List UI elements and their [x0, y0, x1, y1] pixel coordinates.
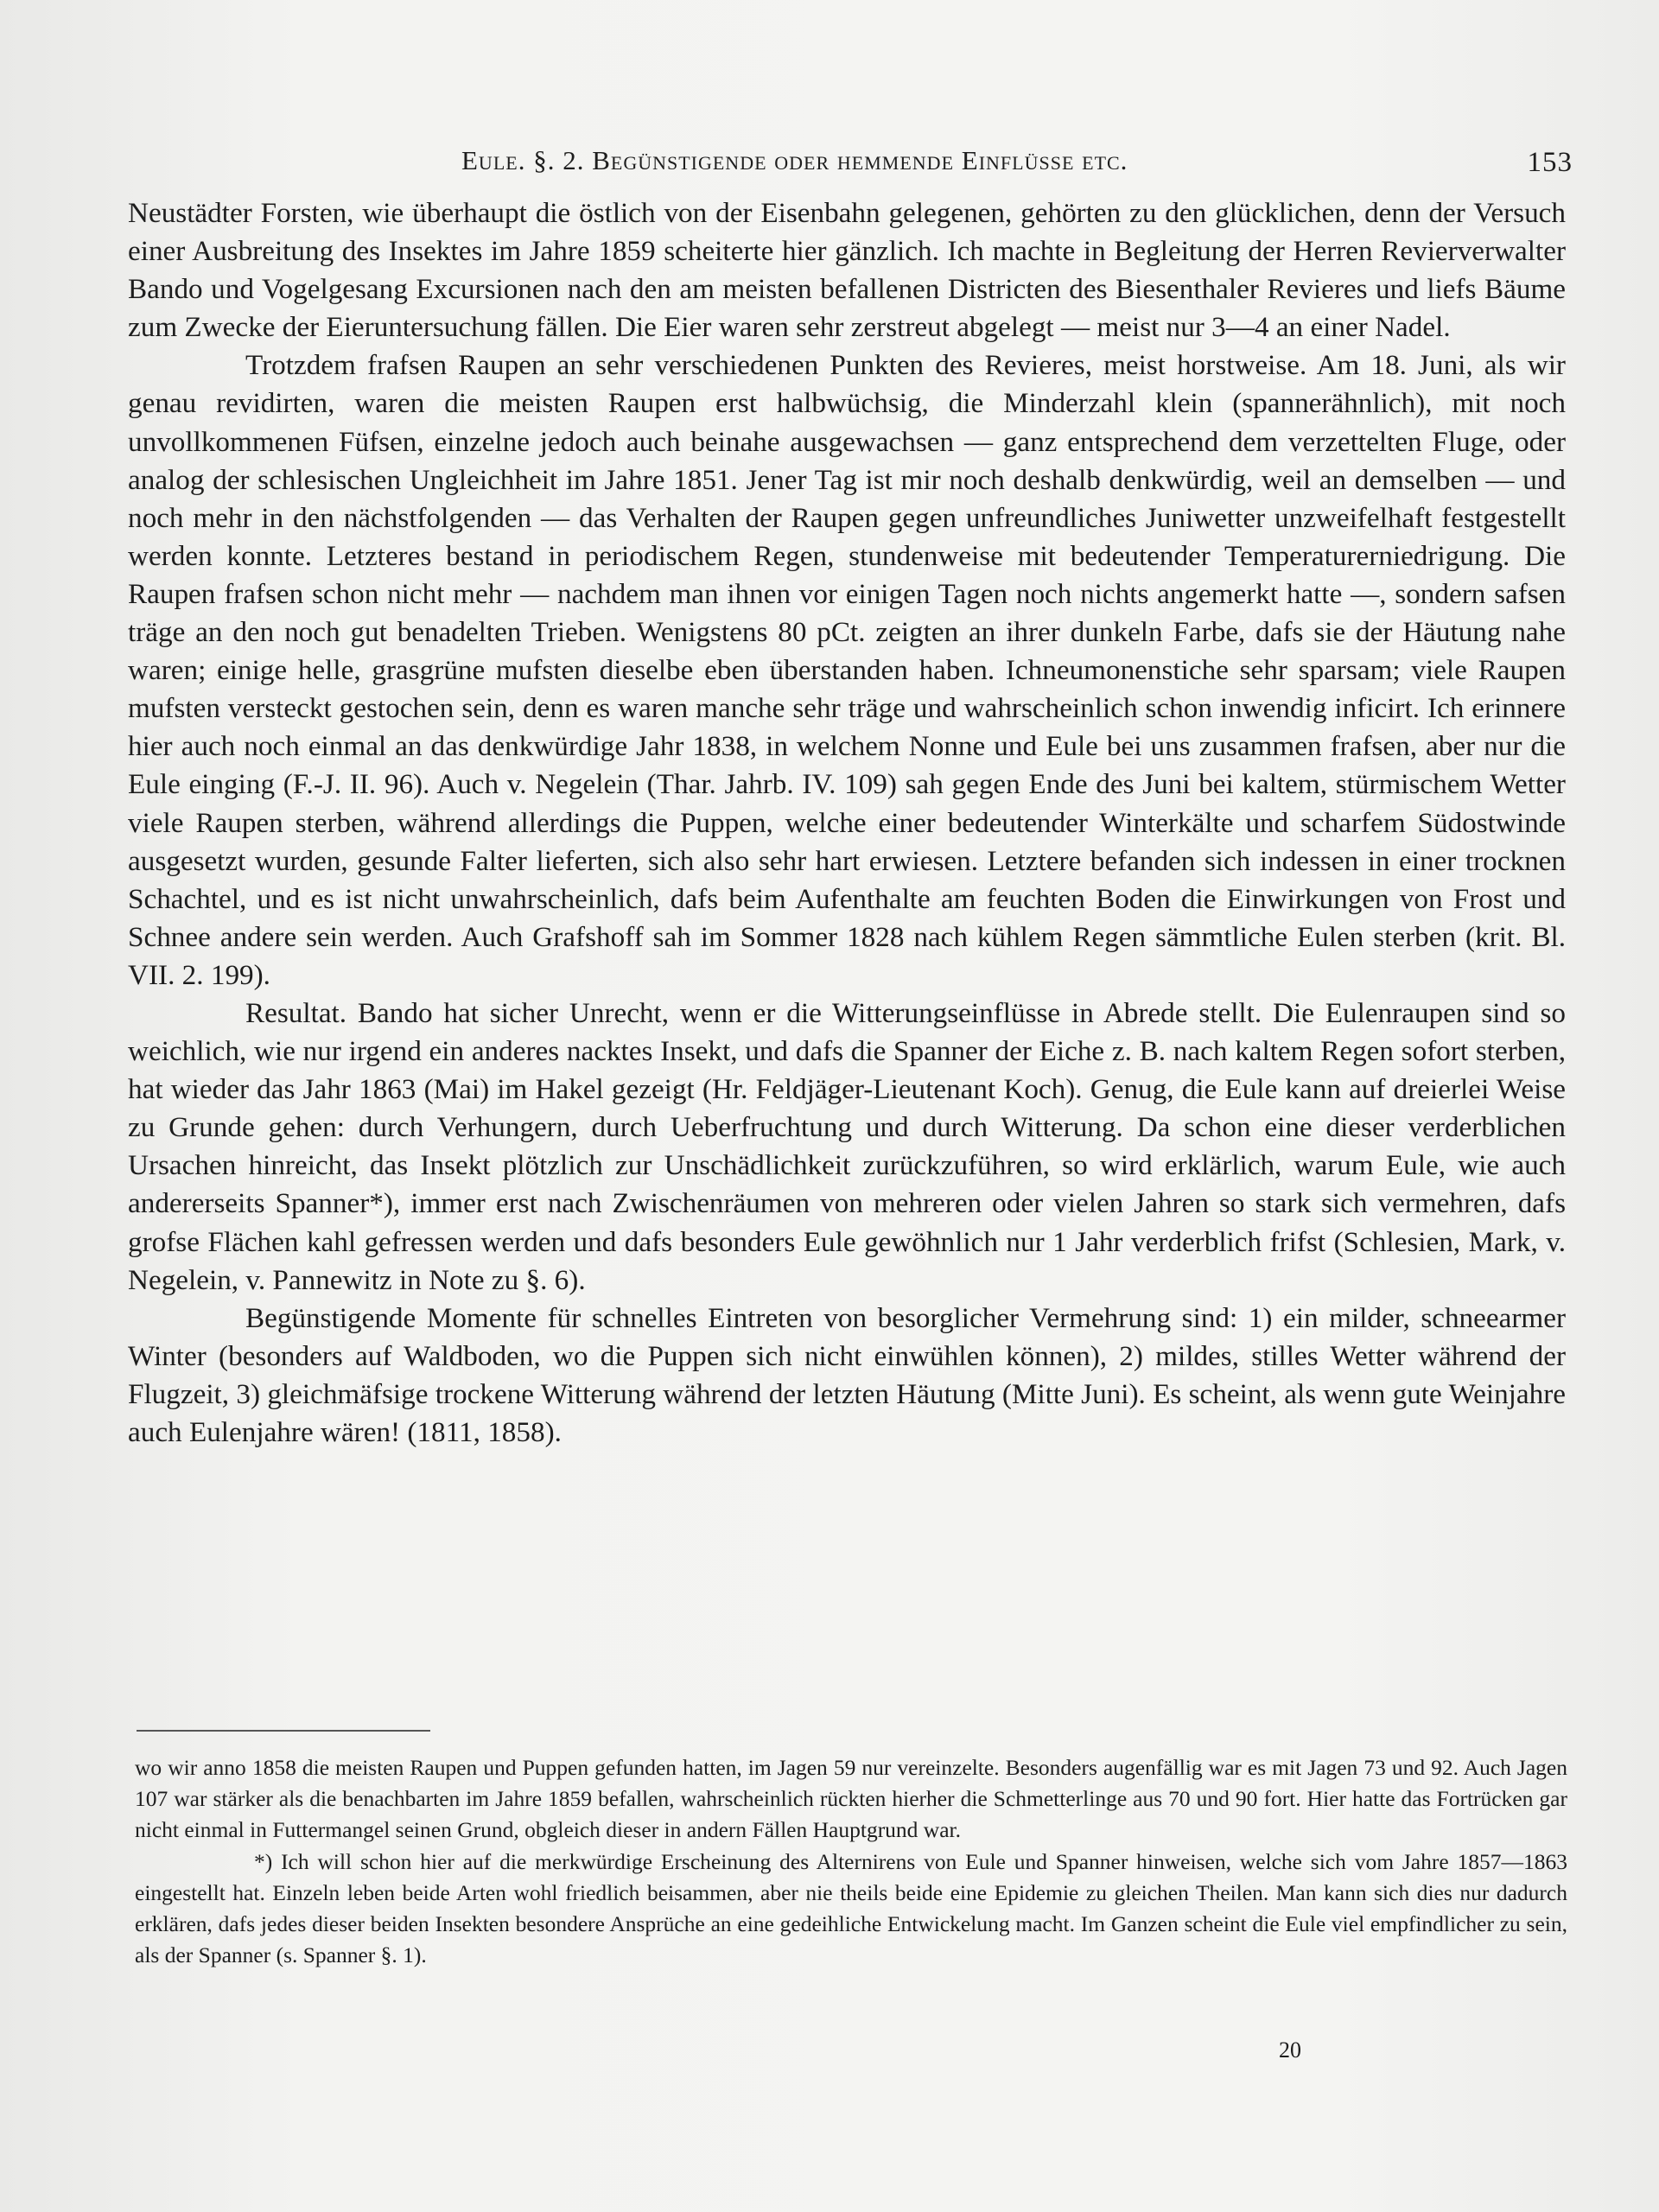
- paragraph: Trotzdem frafsen Raupen an sehr verschiedenen Punkten des Revieres, meist horstweise. Am 18. Juni, als wir genau revidirten, waren die meisten Raupen erst halbwüchsig, die Minderzahl klein (spannerähnlich), mit noch unvollkommenen Füfsen, einzelne jedoch auch beinahe ausgewachsen — ganz entsprechend dem verzettelten Fluge, oder analog der schlesischen Ungleichheit im Jahre 1851. Jener Tag ist mir noch deshalb denkwürdig, weil an demselben — und noch mehr in den nächstfolgenden — das Verhalten der Raupen gegen unfreundliches Juniwetter unzweifelhaft festgestellt werden konnte. Letzteres bestand in periodischem Regen, stundenweise mit bedeutender Temperaturerniedrigung. Die Raupen frafsen schon nicht mehr — nachdem man ihnen vor einigen Tagen noch nichts angemerkt hatte —, sondern safsen träge an den noch gut benadelten Trieben. Wenigstens 80 pCt. zeigten an ihrer dunkeln Farbe, dafs sie der Häutung nahe waren; einige helle, grasgrüne mufsten dieselbe eben überstanden haben. Ichneumonenstiche sehr sparsam; viele Raupen mufsten versteckt gestochen sein, denn es waren manche sehr träge und wahrscheinlich schon inwendig inficirt. Ich erinnere hier auch noch einmal an das denkwürdige Jahr 1838, in welchem Nonne und Eule bei uns zusammen frafsen, aber nur die Eule einging (F.-J. II. 96). Auch v. Negelein (Thar. Jahrb. IV. 109) sah gegen Ende des Juni bei kaltem, stürmischem Wetter viele Raupen sterben, während allerdings die Puppen, welche einer bedeutender Winterkälte und scharfem Südostwinde ausgesetzt wurden, gesunde Falter lieferten, sich also sehr hart erwiesen. Letztere befanden sich indessen in einer trocknen Schachtel, und es ist nicht unwahrscheinlich, dafs beim Aufenthalte am feuchten Boden die Einwirkungen von Frost und Schnee andere sein werden. Auch Grafshoff sah im Sommer 1828 nach kühlem Regen sämmtliche Eulen sterben (krit. Bl. VII. 2. 199).: [128, 349, 1566, 991]
- main-text: [128, 194, 1566, 1452]
- running-header: [130, 137, 1573, 188]
- page-number: 153: [1527, 147, 1573, 178]
- paragraph: Neustädter Forsten, wie überhaupt die östlich von der Eisenbahn gelegenen, gehörten zu den glücklichen, denn der Versuch einer Ausbreitung des Insektes im Jahre 1859 scheiterte hier gänzlich. Ich machte in Begleitung der Herren Revierverwalter Bando und Vogelgesang Excursionen nach den am meisten befallenen Districten des Biesenthaler Revieres und liefs Bäume zum Zwecke der Eieruntersuchung fällen. Die Eier waren sehr zerstreut abgelegt — meist nur 3—4 an einer Nadel.: [128, 197, 1566, 344]
- footnotes: [135, 1752, 1567, 1971]
- signature-mark: 20: [1279, 2037, 1301, 2063]
- footnote: *) Ich will schon hier auf die merkwürdige Erscheinung des Alternirens von Eule und Spanner hinweisen, welche sich vom Jahre 1857—1863 eingestellt hat. Einzeln leben beide Arten wohl friedlich beisammen, aber nie theils beide eine Epidemie zu gleichen Theilen. Man kann sich dies nur dadurch erklären, dafs jedes dieser beiden Insekten besondere Ansprüche an eine gedeihliche Entwickelung macht. Im Ganzen scheint die Eule viel empfindlicher zu sein, als der Spanner (s. Spanner §. 1).: [135, 1848, 1567, 1968]
- footnote-divider: [137, 1730, 430, 1732]
- footnote: wo wir anno 1858 die meisten Raupen und Puppen gefunden hatten, im Jagen 59 nur vereinzelte. Besonders augenfällig war es mit Jagen 73 und 92. Auch Jagen 107 war stärker als die benachbarten im Jahre 1859 befallen, wahrscheinlich rückten hierher die Schmetterlinge aus 70 und 90 fort. Hier hatte das Fortrücken gar nicht einmal in Futtermangel seinen Grund, obgleich dieser in andern Fällen Hauptgrund war.: [135, 1755, 1567, 1843]
- running-title: Eule. §. 2. Begünstigende oder hemmende Einflüsse etc.: [461, 145, 1128, 175]
- paragraph: Resultat. Bando hat sicher Unrecht, wenn er die Witterungseinflüsse in Abrede stellt. Die Eulenraupen sind so weichlich, wie nur irgend ein anderes nacktes Insekt, und dafs die Spanner der Eiche z. B. nach kaltem Regen sofort sterben, hat wieder das Jahr 1863 (Mai) im Hakel gezeigt (Hr. Feldjäger-Lieutenant Koch). Genug, die Eule kann auf dreierlei Weise zu Grunde gehen: durch Verhungern, durch Ueberfruchtung und durch Witterung. Da schon eine dieser verderblichen Ursachen hinreicht, das Insekt plötzlich zur Unschädlichkeit zurückzuführen, so wird erklärlich, warum Eule, wie auch andererseits Spanner*), immer erst nach Zwischenräumen von mehreren oder vielen Jahren so stark sich vermehren, dafs grofse Flächen kahl gefressen werden und dafs besonders Eule gewöhnlich nur 1 Jahr verderblich frifst (Schlesien, Mark, v. Negelein, v. Pannewitz in Note zu §. 6).: [128, 996, 1566, 1296]
- paragraph: Begünstigende Momente für schnelles Eintreten von besorglicher Vermehrung sind: 1) ein milder, schneearmer Winter (besonders auf Waldboden, wo die Puppen sich nicht einwühlen können), 2) mildes, stilles Wetter während der Flugzeit, 3) gleichmäfsige trockene Witterung während der letzten Häutung (Mitte Juni). Es scheint, als wenn gute Weinjahre auch Eulenjahre wären! (1811, 1858).: [128, 1301, 1566, 1448]
